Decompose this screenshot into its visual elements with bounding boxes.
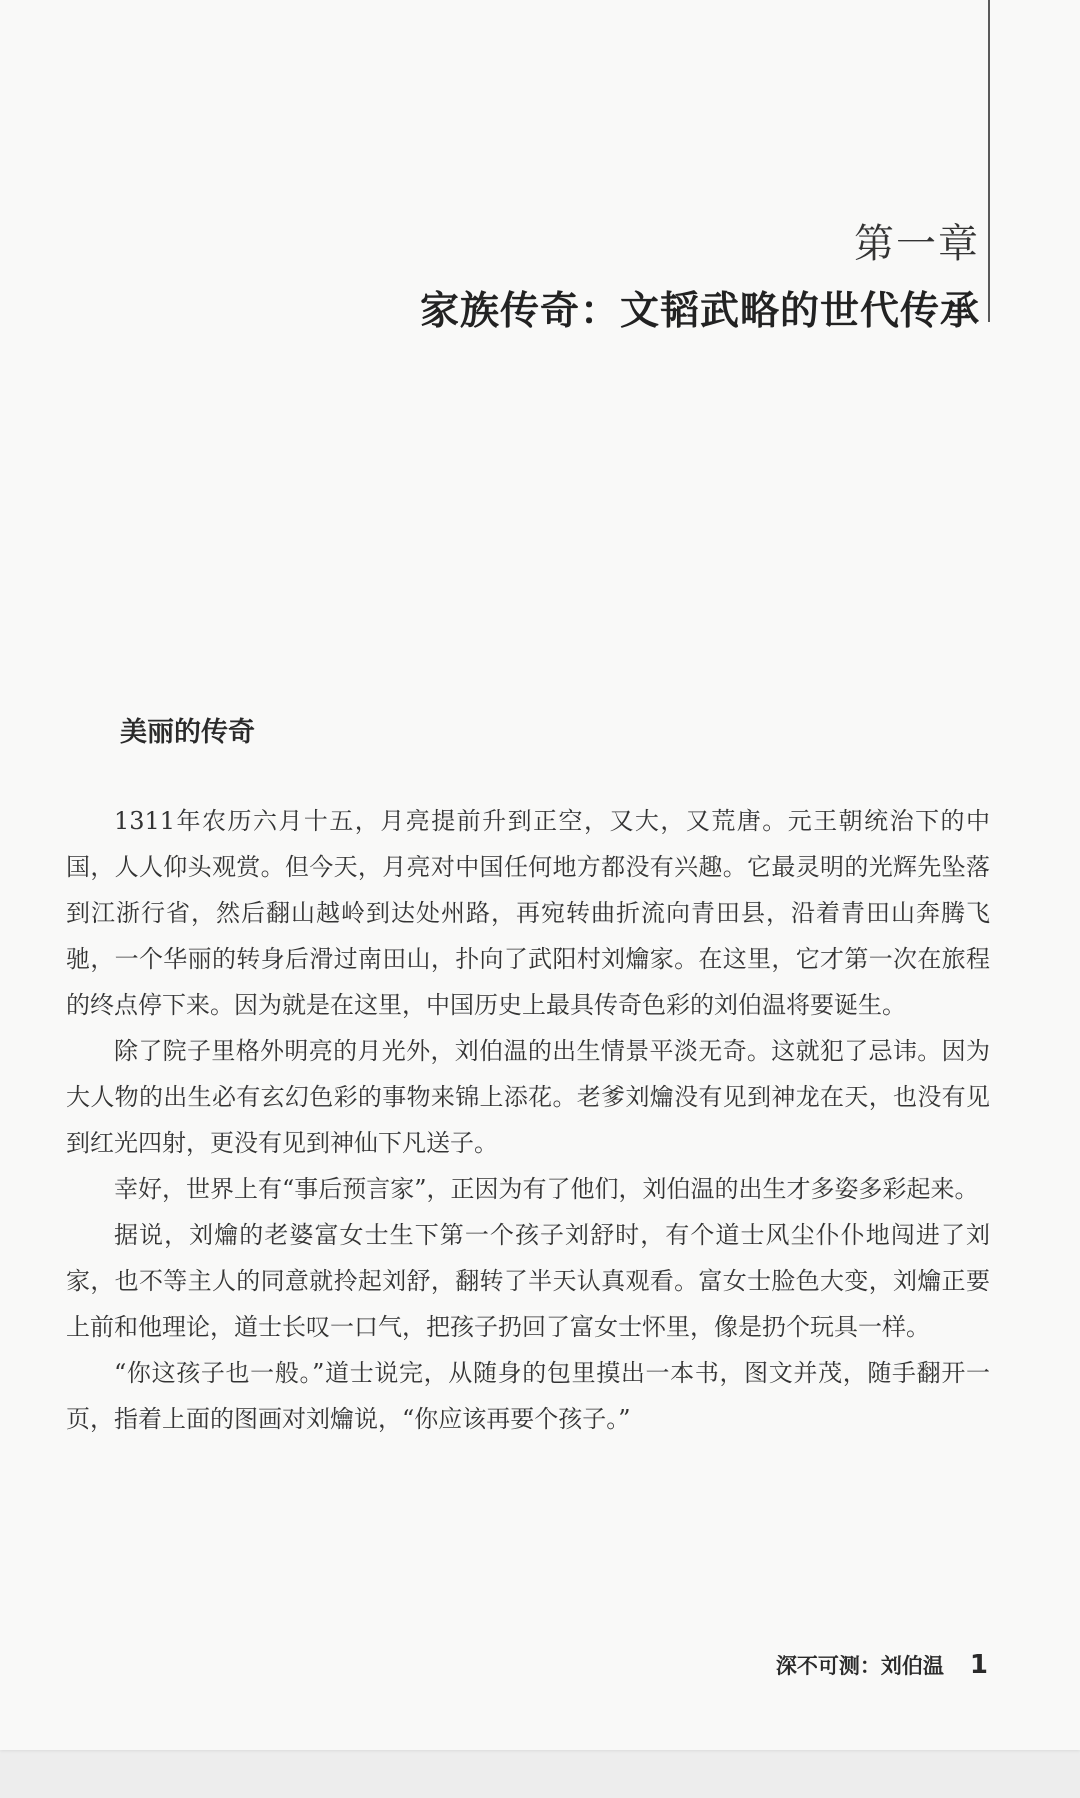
- paragraph: 1311年农历六月十五，月亮提前升到正空，又大，又荒唐。元王朝统治下的中国，人人仰头观赏。但今天，月亮对中国任何地方都没有兴趣。它最灵明的光辉先坠落到江浙行省，然后翻山越岭到达处州路，再宛转曲折流向青田县，沿着青田山奔腾飞驰，一个华丽的转身后滑过南田山，扑向了武阳村刘爚家。在这里，它才第一次在旅程的终点停下来。因为就是在这里，中国历史上最具传奇色彩的刘伯温将要诞生。: [66, 807, 990, 1019]
- paragraph: 除了院子里格外明亮的月光外，刘伯温的出生情景平淡无奇。这就犯了忌讳。因为大人物的出生必有玄幻色彩的事物来锦上添花。老爹刘爚没有见到神龙在天，也没有见到红光四射，更没有见到神仙下凡送子。: [66, 1037, 990, 1157]
- section-heading: 美丽的传奇: [120, 717, 255, 748]
- running-footer-title: 深不可测：刘伯温: [775, 1654, 944, 1678]
- paragraph: 据说，刘爚的老婆富女士生下第一个孩子刘舒时，有个道士风尘仆仆地闯进了刘家，也不等主人的同意就拎起刘舒，翻转了半天认真观看。富女士脸色大变，刘爚正要上前和他理论，道士长叹一口气，把孩子扔回了富女士怀里，像是扔个玩具一样。: [66, 1221, 990, 1341]
- paragraph: “你这孩子也一般。”道士说完，从随身的包里摸出一本书，图文并茂，随手翻开一页，指着上面的图画对刘爚说，“你应该再要个孩子。”: [66, 1359, 990, 1433]
- chapter-number: 第一章: [854, 221, 980, 267]
- page-number: 1: [969, 1650, 988, 1680]
- margin-rule: [988, 0, 990, 322]
- body-text: [66, 798, 990, 1442]
- chapter-title: 家族传奇：文韬武略的世代传承: [419, 288, 980, 334]
- page-footer: [776, 1650, 988, 1680]
- paragraph: 幸好，世界上有“事后预言家”，正因为有了他们，刘伯温的出生才多姿多彩起来。: [114, 1175, 979, 1203]
